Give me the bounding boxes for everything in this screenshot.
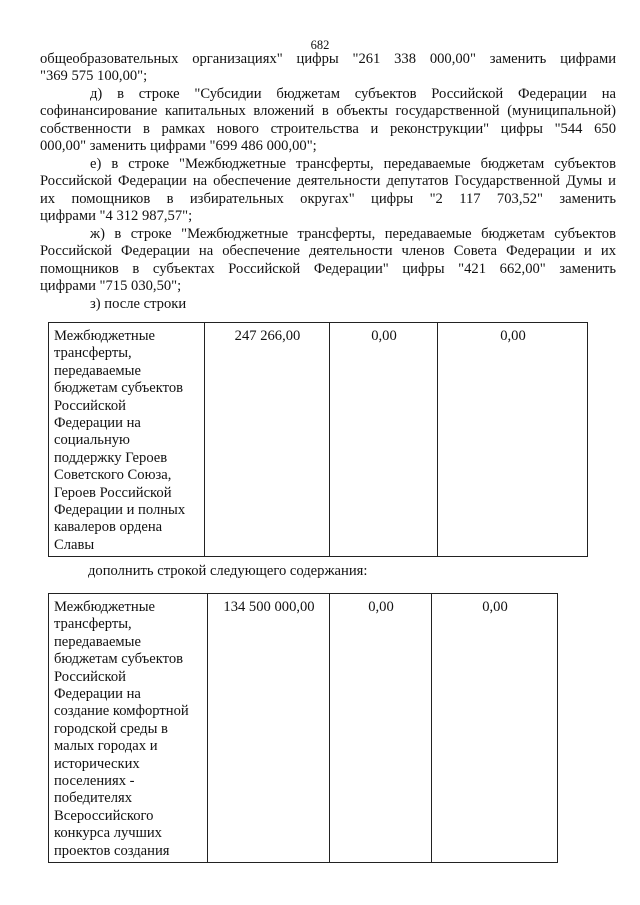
text-line: трансферты, bbox=[54, 345, 132, 362]
text-line: цифрами "715 030,50"; bbox=[40, 278, 182, 295]
table-row bbox=[49, 323, 588, 557]
paragraph-d bbox=[40, 86, 616, 156]
text-line: Героев Российской bbox=[54, 484, 172, 501]
text-line: з) после строки bbox=[90, 296, 187, 312]
row-name-cell bbox=[49, 594, 208, 863]
table-row bbox=[49, 594, 558, 863]
paragraph-general-education bbox=[40, 51, 616, 86]
text-line: помощников в субъектах Российской Федерации" цифры "421 662,00" заменить bbox=[40, 260, 616, 277]
text-line: софинансирование капитальных вложений в объекты государственной (муниципальной) bbox=[40, 103, 616, 120]
text-line: Всероссийского bbox=[54, 807, 154, 824]
value-cell-3: 0,00 bbox=[432, 594, 558, 863]
text-line: передаваемые bbox=[54, 362, 141, 379]
text-line: проектов создания bbox=[54, 842, 170, 859]
text-line: трансферты, bbox=[54, 616, 132, 633]
text-line: победителях bbox=[54, 790, 133, 807]
table-existing-row bbox=[48, 322, 588, 557]
value-cell-1: 134 500 000,00 bbox=[208, 594, 330, 863]
text-line: общеобразовательных организациях" цифры "261 338 000,00" заменить цифрами bbox=[40, 51, 616, 67]
text-line: кавалеров ордена bbox=[54, 519, 163, 536]
text-line: цифрами "4 312 987,57"; bbox=[40, 208, 193, 225]
paragraph-zh bbox=[40, 226, 616, 296]
text-line: поддержку Героев bbox=[54, 449, 168, 466]
page-number: 682 bbox=[310, 38, 330, 52]
text-line: передаваемые bbox=[54, 633, 141, 650]
text-line: Российской bbox=[54, 668, 126, 685]
table-new-row bbox=[48, 593, 558, 863]
text-line: бюджетам субъектов bbox=[54, 651, 184, 668]
text-line: конкурса лучших bbox=[54, 825, 162, 842]
value-cell-1: 247 266,00 bbox=[205, 323, 330, 557]
text-line: малых городах и bbox=[54, 738, 158, 755]
text-line: Федерации на bbox=[54, 686, 141, 703]
text-line: Межбюджетные bbox=[54, 328, 156, 344]
text-line: их помощников в избирательных округах" цифры "2 117 703,52" заменить bbox=[40, 190, 616, 207]
text-line: Российской Федерации на обеспечение деятельности депутатов Государственной Думы и bbox=[40, 173, 616, 190]
text-line: создание комфортной bbox=[54, 703, 189, 720]
text-line: Славы bbox=[54, 536, 95, 553]
value-cell-2: 0,00 bbox=[330, 594, 432, 863]
text-line: "369 575 100,00"; bbox=[40, 68, 148, 85]
value-cell-2: 0,00 bbox=[330, 323, 438, 557]
paragraph-e bbox=[40, 156, 616, 226]
text-line: 000,00" заменить цифрами "699 486 000,00"; bbox=[40, 138, 317, 155]
text-line: Российской bbox=[54, 397, 126, 414]
text-line: Федерации и полных bbox=[54, 502, 186, 519]
text-line: собственности в рамках нового строительства и реконструкции" цифры "544 650 bbox=[40, 120, 616, 137]
text-line: Российской Федерации на обеспечение деятельности членов Совета Федерации и их bbox=[40, 243, 616, 260]
value-cell-3: 0,00 bbox=[438, 323, 588, 557]
text-line: социальную bbox=[54, 432, 130, 449]
text-line: е) в строке "Межбюджетные трансферты, передаваемые бюджетам субъектов bbox=[90, 156, 616, 172]
text-line: поселениях - bbox=[54, 773, 135, 790]
text-line: Федерации на bbox=[54, 415, 141, 432]
text-line: Советского Союза, bbox=[54, 467, 172, 484]
text-line: исторических bbox=[54, 755, 140, 772]
amendment-caption: дополнить строкой следующего содержания: bbox=[88, 563, 368, 579]
text-line: Межбюджетные bbox=[54, 599, 156, 615]
paragraph-z bbox=[40, 296, 616, 313]
text-line: ж) в строке "Межбюджетные трансферты, передаваемые бюджетам субъектов bbox=[90, 226, 616, 242]
text-line: городской среды в bbox=[54, 720, 168, 737]
text-line: д) в строке "Субсидии бюджетам субъектов Российской Федерации на bbox=[90, 86, 616, 102]
row-name-cell bbox=[49, 323, 205, 557]
text-line: бюджетам субъектов bbox=[54, 380, 184, 397]
